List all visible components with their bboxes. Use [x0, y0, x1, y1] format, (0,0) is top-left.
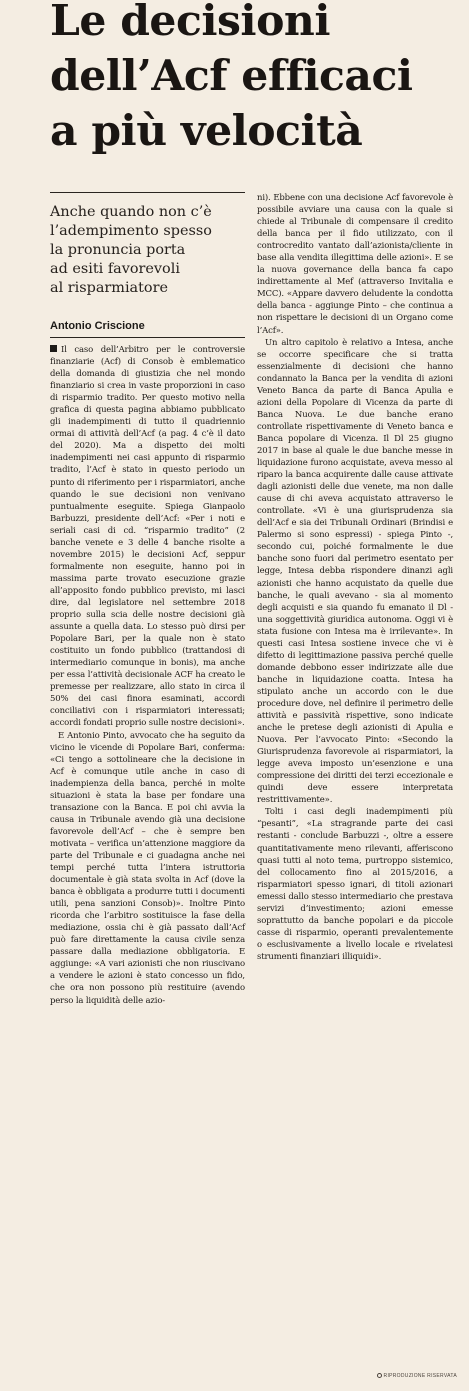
- paragraph-text: Il caso dell’Arbitro per le controversie finanziarie (Acf) di Consob è emblematico della domanda di giustizia che nel mondo finanziario si crea in vaste proporzioni in caso di risparmio tradito. Per questo motivo nella grafica di questa pagina abbiamo pubblicato gli inadempimenti di tutto il quadriennio ormai di attività dell’Acf (a pag. 4 c’è il dato del 2020). Ma a dispetto dei molti inadempimenti nei casi appunto di risparmio tradito, l’Acf è stato in questo periodo un punto di riferimento per i risparmiatori, anche quando le sue decisioni non venivano puntualmente eseguite. Spiega Gianpaolo Barbuzzi, presidente dell’Acf: «Per i noti e seriali casi di cd. “risparmio tradito” (2 banche venete e 3 delle 4 banche risolte a novembre 2015) le decisioni Acf, seppur formalmente non eseguite, hanno poi in massima parte trovato esecuzione grazie all’apposito fondo pubblico previsto, mi lasci dire, dal legislatore nel settembre 2018 proprio sulla scia delle nostre decisioni già assunte a quella data. Lo stesso può dirsi per Popolare Bari, per la quale non è stato costituito un fondo pubblico (trattandosi di intermediario comunque in bonis), ma anche per essa l’attività decisionale ACF ha creato le premesse per realizzare, allo stato in circa il 50% dei casi finora esaminati, accordi conciliativi con i risparmiatori interessati; accordi fondati proprio sulle nostre decisioni».: [50, 345, 245, 729]
- article-body-left: [50, 344, 245, 1007]
- paragraph: Un altro capitolo è relativo a Intesa, anche se occorre specificare che si tratta essenzialmente di decisioni che hanno condannato la Banca per la vendita di azioni Veneto Banca da parte di Banca Apulia e azioni della Popolare di Vicenza da parte di Banca Nuova. Le due banche erano controllate rispettivamente di Veneto banca e Banca popolare di Vicenza. Il Dl 25 giugno 2017 in base al quale le due banche messe in liquidazione furono acquistate, aveva messo al riparo la banca acquirente dalle cause attivate dagli azionisti delle due venete, ma non dalle cause di chi aveva acquistato attraverso le controllate. «Vi è una giurisprudenza sia dell’Acf e sia dei Tribunali Ordinari (Brindisi e Palermo si sono espressi) - spiega Pinto -, secondo cui, poiché formalmente le due banche sono fuori dal perimetro esentato per legge, Intesa debba rispondere dinanzi agli azionisti che hanno acquistato da quelle due banche, le quali avevano - sia al momento degli acquisti e sia quando fu emanato il Dl - una soggettività giuridica autonoma. Oggi vi è stata fusione con Intesa ma è irrilevante». In questi casi Intesa sostiene invece che vi è difetto di legittimazione passiva perché quelle domande debbono esser indirizzate alle due banche in liquidazione coatta. Intesa ha stipulato anche un accordo con le due procedure dove, nel definire il perimetro delle attività e passività rispettive, sono indicate anche le pretese degli azionisti di Apulia e Nuova. Per l’avvocato Pinto: «Secondo la Giurisprudenza favorevole ai risparmiatori, la legge aveva imposto un’esenzione e una compressione dei diritti dei terzi eccezionale e quindi deve essere interpretata restrittivamente».: [257, 337, 453, 806]
- paragraph: ni). Ebbene con una decisione Acf favorevole è possibile avviare una causa con la quale si chiede al Tribunale di compensare il credito della banca per il fido utilizzato, con il controcredito vantato dall’azionista/cliente in base alla vendita illegittima delle azioni». E se la nuova governance della banca fa capo indirettamente al Mef (attraverso Invitalia e MCC). «Appare davvero deludente la condotta della banca - aggiunge Pinto – che continua a non rispettare le decisioni di un Organo come l’Acf».: [257, 193, 453, 336]
- subtitle-line: Anche quando non c’è: [50, 204, 212, 220]
- right-column: [257, 192, 453, 963]
- subtitle-line: la pronuncia porta: [50, 242, 186, 258]
- copyright-icon: [377, 1373, 382, 1378]
- subtitle-line: ad esiti favorevoli: [50, 261, 180, 277]
- headline: [50, 0, 457, 159]
- paragraph: [50, 344, 245, 730]
- headline-line: a più velocità: [50, 106, 363, 156]
- lead-square-icon: [50, 345, 57, 352]
- paragraph: E Antonio Pinto, avvocato che ha seguito da vicino le vicende di Popolare Bari, conferma: «Ci tengo a sottolineare che la decisione in Acf è comunque utile anche in caso di inadempienza della banca, perché in molte situazioni è stata la base per fondare una transazione con la Banca. E poi chi avvia la causa in Tribunale avendo già una decisione favorevole dell’Acf – che è sempre ben motivata – verifica un’attenzione maggiore da parte del Tribunale e ci guadagna anche nei tempi perché tutta l’intera istruttoria documentale è già stata svolta in Acf (dove la banca è obbligata a produrre tutti i documenti utili, pena sanzioni Consob)». Inoltre Pinto ricorda che l’arbitro sostituisce la fase della mediazione, ossia chi è già passato dall’Acf può fare direttamente la causa civile senza passare dalla mediazione obbligatoria. E aggiunge: «A vari azionisti che non riuscivano a vendere le azioni è stato concesso un fido, che ora non possono più restituire (avendo perso la liquidità delle azio-: [50, 730, 245, 1006]
- footer-text: RIPRODUZIONE RISERVATA: [383, 1373, 457, 1379]
- subtitle-line: al risparmiatore: [50, 280, 168, 296]
- headline-line: dell’Acf efficaci: [50, 51, 413, 101]
- top-rule: [50, 192, 245, 193]
- subtitle-line: l’adempimento spesso: [50, 223, 212, 239]
- left-column: [50, 192, 245, 1007]
- subtitle: [50, 203, 245, 298]
- author-byline: Antonio Criscione: [50, 316, 245, 338]
- headline-line: Le decisioni: [50, 0, 330, 46]
- paragraph: Tolti i casi degli inadempimenti più “pesanti”, «La stragrande parte dei casi restanti - conclude Barbuzzi -, oltre a essere quantitativamente meno rilevanti, afferiscono quasi tutti al noto tema, purtroppo sistemico, del collocamento fino al 2015/2016, a risparmiatori spesso ignari, di titoli azionari emessi dallo stesso intermediario che prestava servizi d’investimento; azioni emesse soprattutto da banche popolari e da piccole casse di risparmio, operanti prevalentemente o esclusivamente a livello locale e rivelatesi strumenti finanziari illiquidi».: [257, 807, 453, 962]
- copyright-footer: [377, 1373, 457, 1379]
- article-body-right: [257, 192, 453, 963]
- article-columns: [50, 192, 457, 1372]
